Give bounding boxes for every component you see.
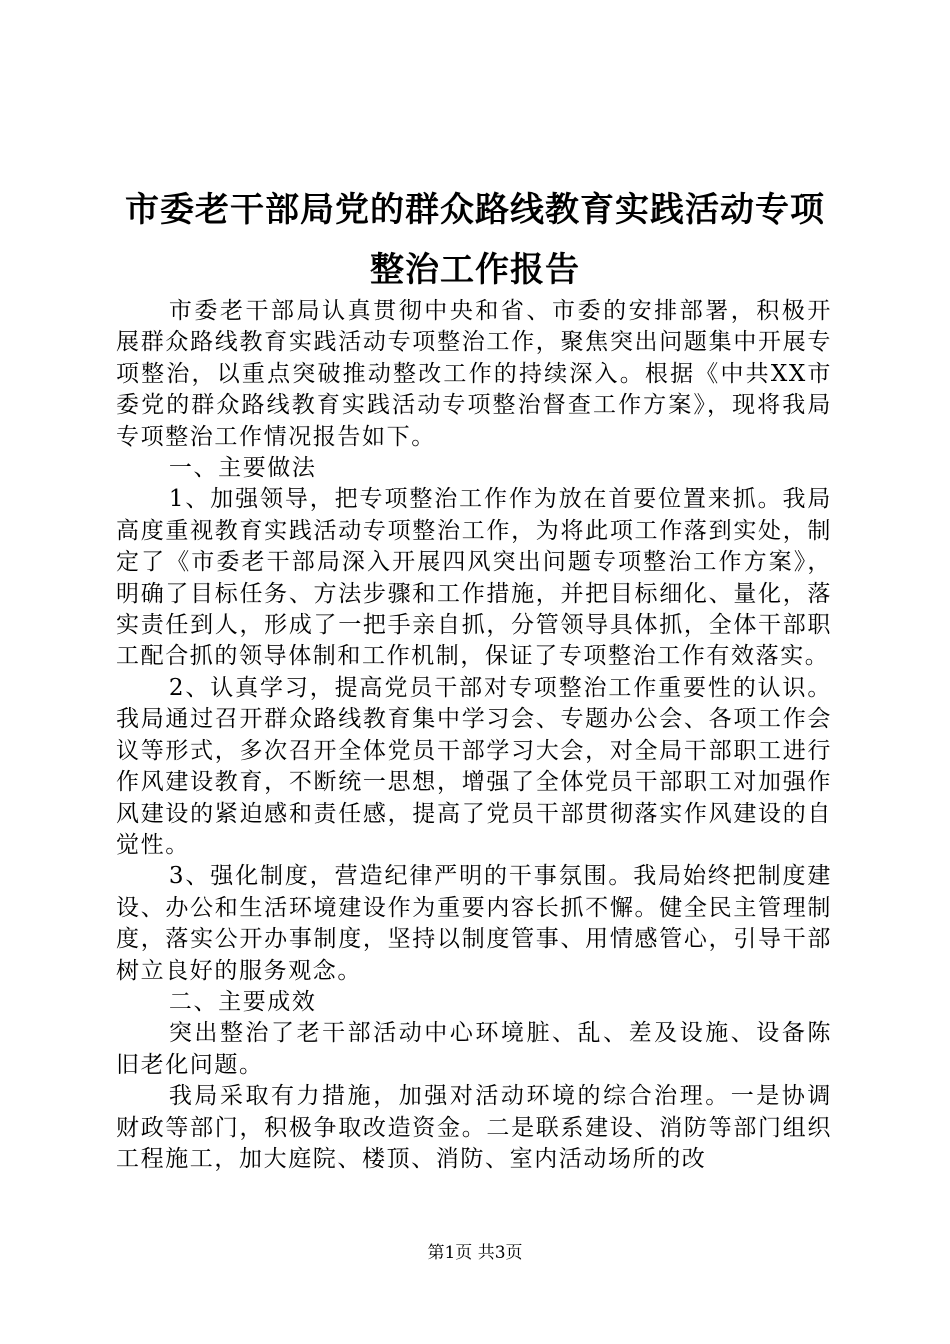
document-title-line-2: 整治工作报告 <box>370 250 580 290</box>
paragraph-intro: 市委老干部局认真贯彻中央和省、市委的安排部署，积极开展群众路线教育实践活动专项整治工作，聚焦突出问题集中开展专项整治，以重点突破推动整改工作的持续深入。根据《中共XX市委党的群众路线教育实践活动专项整治督查工作方案》，现将我局专项整治工作情况报告如下。 <box>116 298 832 450</box>
page-footer: 第1页 共3页 <box>427 1243 523 1263</box>
paragraph-result-measures: 我局采取有力措施，加强对活动环境的综合治理。一是协调财政等部门，积极争取改造资金。二是联系建设、消防等部门组织工程施工，加大庭院、楼顶、消防、室内活动场所的改 <box>116 1083 832 1172</box>
document-body <box>116 296 832 1175</box>
paragraph-practice-1: 1、加强领导，把专项整治工作作为放在首要位置来抓。我局高度重视教育实践活动专项整治工作，为将此项工作落到实处，制定了《市委老干部局深入开展四风突出问题专项整治工作方案》，明确了目标任务、方法步骤和工作措施，并把目标细化、量化，落实责任到人，形成了一把手亲自抓，分管领导具体抓，全体干部职工配合抓的领导体制和工作机制，保证了专项整治工作有效落实。 <box>116 486 832 670</box>
document-title-line-1: 市委老干部局党的群众路线教育实践活动专项 <box>125 190 825 230</box>
paragraph-result-summary: 突出整治了老干部活动中心环境脏、乱、差及设施、设备陈旧老化问题。 <box>116 1020 832 1078</box>
paragraph-practice-3: 3、强化制度，营造纪律严明的干事氛围。我局始终把制度建设、办公和生活环境建设作为重要内容长抓不懈。健全民主管理制度，落实公开办事制度，坚持以制度管事、用情感管心，引导干部树立良好的服务观念。 <box>116 863 832 984</box>
paragraph-practice-2: 2、认真学习，提高党员干部对专项整治工作重要性的认识。我局通过召开群众路线教育集中学习会、专题办公会、各项工作会议等形式，多次召开全体党员干部学习大会，对全局干部职工进行作风建设教育，不断统一思想，增强了全体党员干部职工对加强作风建设的紧迫感和责任感，提高了党员干部贯彻落实作风建设的自觉性。 <box>116 674 832 858</box>
section-heading-main-practices: 一、主要做法 <box>168 455 317 482</box>
section-heading-main-results: 二、主要成效 <box>168 988 317 1015</box>
